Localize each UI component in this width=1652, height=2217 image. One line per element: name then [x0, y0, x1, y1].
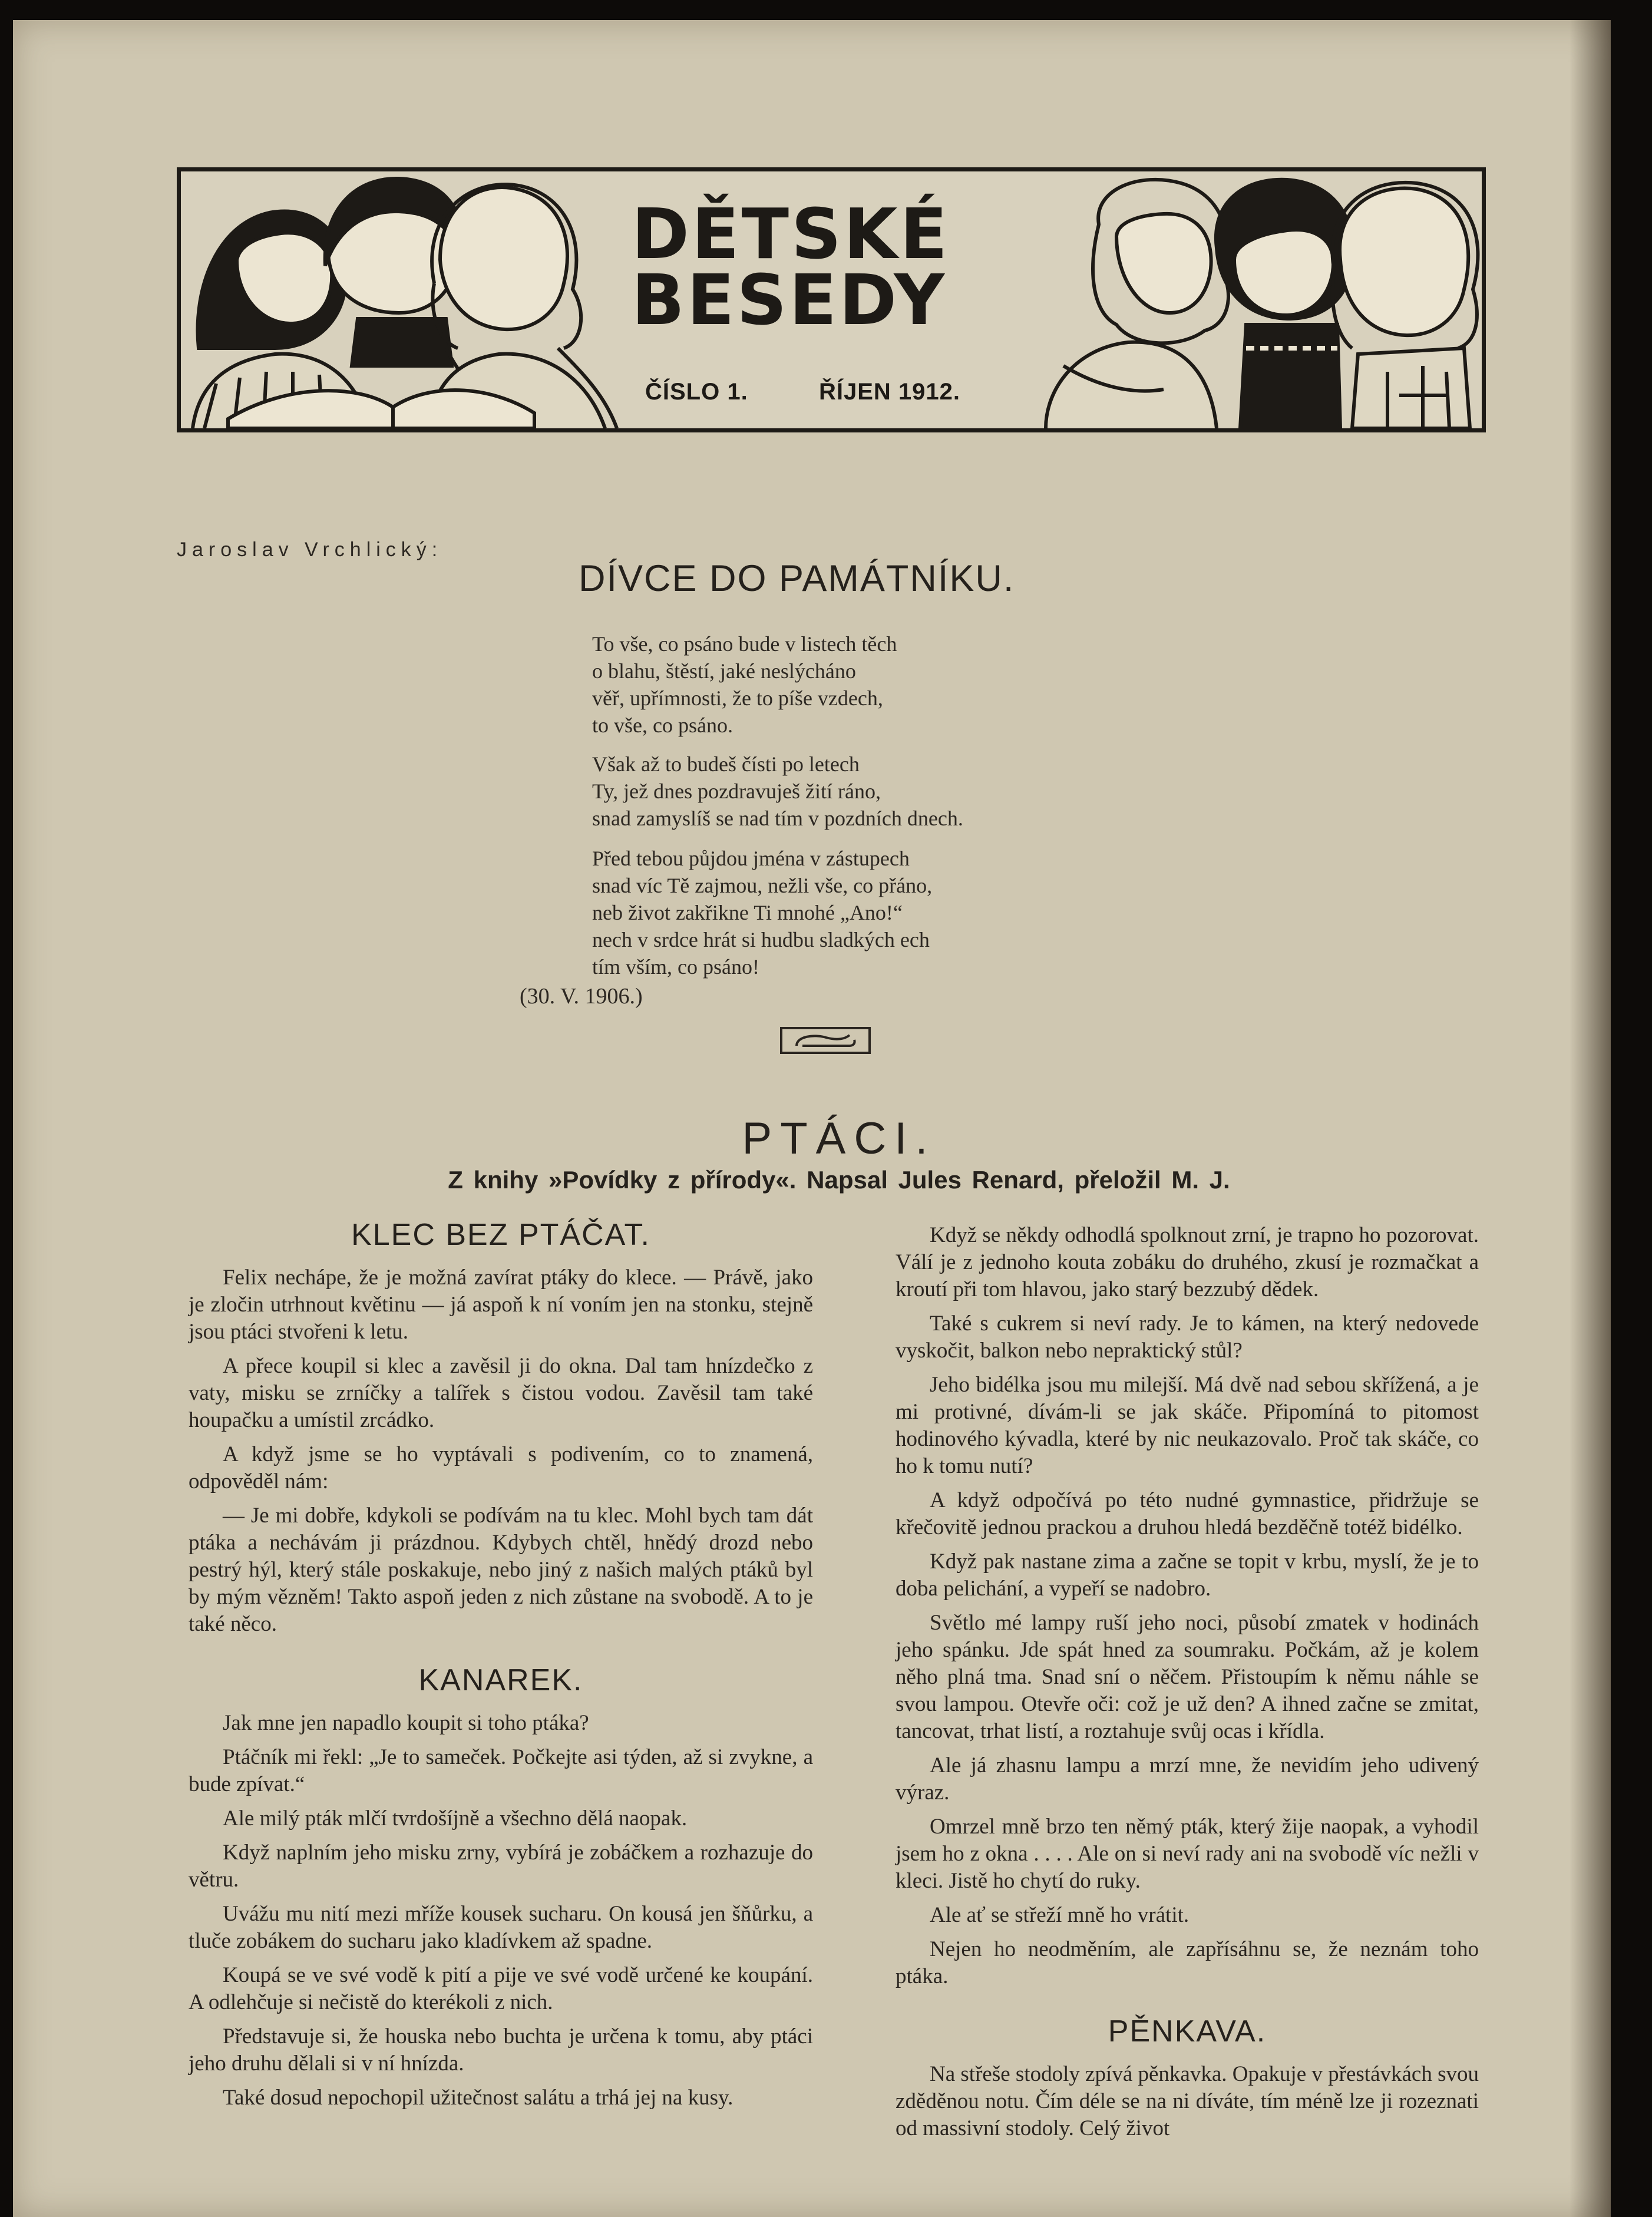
paragraph: A když odpočívá po této nudné gymnastice, přidržuje se křečovitě jednou prackou a druhou hledá bezděčně totéž bidélko.: [896, 1488, 1479, 1539]
paragraph: Na střeše stodoly zpívá pěnkavka. Opakuje v přestávkách svou zděděnou notu. Čím déle se na ni díváte, tím méně lze ji rozeznati od massivní stodoly. Celý život: [896, 2062, 1479, 2140]
poem-stanza: [592, 630, 1122, 739]
issue-date: ŘÍJEN 1912.: [819, 379, 961, 405]
paragraph: Světlo mé lampy ruší jeho noci, působí zmatek v hodinách jeho spánku. Jde spát hned za soumraku. Počkám, až je kolem něho plná tma. Snad sní o něčem. Přistoupím k němu náhle se svou lampou. Otevře oči: což je už den? A ihned začne se zmitat, tancovat, trhat listí, a roztahuje svůj ocas i křídla.: [896, 1611, 1479, 1743]
paragraph: Koupá se ve své vodě k pití a pije ve své vodě určené ke koupání. A odlehčuje si nečistě do kterékoli z nich.: [189, 1963, 813, 2014]
issue-number: ČÍSLO 1.: [645, 379, 748, 405]
poem-line: To vše, co psáno bude v listech těch: [592, 632, 897, 656]
paragraph: Uvážu mu nití mezi mříže kousek sucharu. On kousá jen šňůrku, a tluče zobákem do sucharu jako kladívkem až spadne.: [189, 1902, 813, 1953]
masthead-title-line1: DĚTSKÉ: [632, 193, 950, 275]
article-title: PTÁCI.: [742, 1114, 936, 1164]
paragraph: Ale milý pták mlčí tvrdošíjně a všechno dělá naopak.: [223, 1806, 688, 1831]
poem-line: neb život zakřikne Ti mnohé „Ano!“: [592, 901, 903, 924]
paragraph: Jeho bidélka jsou mu milejší. Má dvě nad sebou skřížená, a je mi protivné, dívám-li se jak skáče. Připomíná to pitomost hodinového kývadla, které by nic neukazovalo. Proč tak skáče, co ho k tomu nutí?: [896, 1373, 1479, 1478]
poem-line: nech v srdce hrát si hudbu sladkých ech: [592, 928, 930, 951]
poem-line: Před tebou půjdou jména v zástupech: [592, 847, 910, 870]
masthead-title-line2: BESEDY: [632, 259, 947, 341]
poem-stanza: [592, 751, 1122, 832]
masthead: [177, 167, 1486, 432]
paragraph: Ptáčník mi řekl: „Je to sameček. Počkejte asi týden, až si zvykne, a bude zpívat.“: [189, 1745, 813, 1796]
poem-line: o blahu, štěstí, jaké neslýcháno: [592, 659, 856, 683]
paragraph: Felix nechápe, že je možná zavírat ptáky do klece. — Právě, jako je zločin utrhnout květinu — já aspoň k ní voním jen na stonku, stejně jsou ptáci stvořeni k letu.: [189, 1266, 813, 1344]
poem-stanza: [592, 845, 1122, 980]
paragraph: Nejen ho neodměním, ale zapřísáhnu se, že neznám toho ptáka.: [896, 1937, 1479, 1988]
paragraph: Představuje si, že houska nebo buchta je určena k tomu, aby ptáci jeho druhu dělali si v ní hnízda.: [189, 2024, 813, 2076]
paragraph: Ale ať se střeží mně ho vrátit.: [930, 1903, 1190, 1927]
paragraph: Také dosud nepochopil užitečnost salátu a trhá jej na kusy.: [223, 2086, 734, 2110]
section-heading: PĚNKAVA.: [1108, 2014, 1267, 2049]
section-heading: KLEC BEZ PTÁČAT.: [351, 1218, 650, 1252]
poem-line: Ty, jež dnes pozdravuješ žití ráno,: [592, 779, 881, 803]
paragraph: A když jsme se ho vyptávali s podivením, co to znamená, odpověděl nám:: [189, 1442, 813, 1494]
paragraph: — Je mi dobře, kdykoli se podívám na tu klec. Mohl bych tam dát ptáka a nechávám ji prázdnou. Kdybych chtěl, hnědý drozd nebo pestrý hýl, který stále poskakuje, nebo jiný z našich malých ptáků byl by mým vězněm! Takto aspoň jeden z nich zůstane na svobodě. A to je také něco.: [189, 1504, 813, 1636]
magazine-page: [13, 20, 1611, 2217]
section-heading: KANAREK.: [418, 1663, 583, 1697]
poem-line: Však až to budeš čísti po letech: [592, 752, 860, 776]
right-column: [896, 1222, 1479, 2149]
poem-line: tím vším, co psáno!: [592, 955, 759, 979]
article-byline: Z knihy »Povídky z přírody«. Napsal Jules Renard, přeložil M. J.: [448, 1166, 1230, 1194]
paragraph: Také s cukrem si neví rady. Je to kámen, na který nedovede vyskočit, balkon nebo nepraktický stůl?: [896, 1311, 1479, 1363]
paragraph: Když pak nastane zima a začne se topit v krbu, myslí, že je to doba pelichání, a vypeří se nadobro.: [896, 1549, 1479, 1601]
paragraph: Když naplním jeho misku zrny, vybírá je zobáčkem a rozhazuje do větru.: [189, 1841, 813, 1892]
poem-line: to vše, co psáno.: [592, 713, 733, 737]
left-column: [189, 1217, 813, 2119]
paragraph: Ale já zhasnu lampu a mrzí mne, že nevidím jeho udivený výraz.: [896, 1753, 1479, 1805]
poem-author: Jaroslav Vrchlický:: [177, 538, 443, 561]
ornament-divider-icon: [779, 1025, 873, 1058]
paragraph: Když se někdy odhodlá spolknout zrní, je trapno ho pozorovat. Válí je z jednoho kouta zobáku do druhého, zkusí je rozmačkat a kroutí při tom hlavou, jako starý bezzubý dědek.: [896, 1223, 1479, 1301]
children-reading-illustration-right: [1010, 171, 1482, 428]
poem-line: snad víc Tě zajmou, nežli vše, co přáno,: [592, 874, 933, 897]
children-reading-illustration-left: [181, 171, 629, 428]
paragraph: Omrzel mně brzo ten němý pták, který žije naopak, a vyhodil jsem ho z okna . . . . Ale on si neví rady ani na svobodě víc nežli v kleci. Jistě ho chytí do ruky.: [896, 1815, 1479, 1893]
masthead-title: [632, 193, 950, 341]
paragraph: A přece koupil si klec a zavěsil ji do okna. Dal tam hnízdečko z vaty, misku se zrníčky a talířek s čistou vodou. Zavěsil tam také houpačku a umístil zrcádko.: [189, 1354, 813, 1432]
paragraph: Jak mne jen napadlo koupit si toho ptáka?: [223, 1711, 589, 1735]
poem-title: DÍVCE DO PAMÁTNÍKU.: [579, 558, 1015, 599]
poem-date: (30. V. 1906.): [520, 984, 643, 1009]
poem-line: věř, upřímnosti, že to píše vzdech,: [592, 686, 883, 710]
poem-line: snad zamyslíš se nad tím v pozdních dnech.: [592, 807, 963, 830]
